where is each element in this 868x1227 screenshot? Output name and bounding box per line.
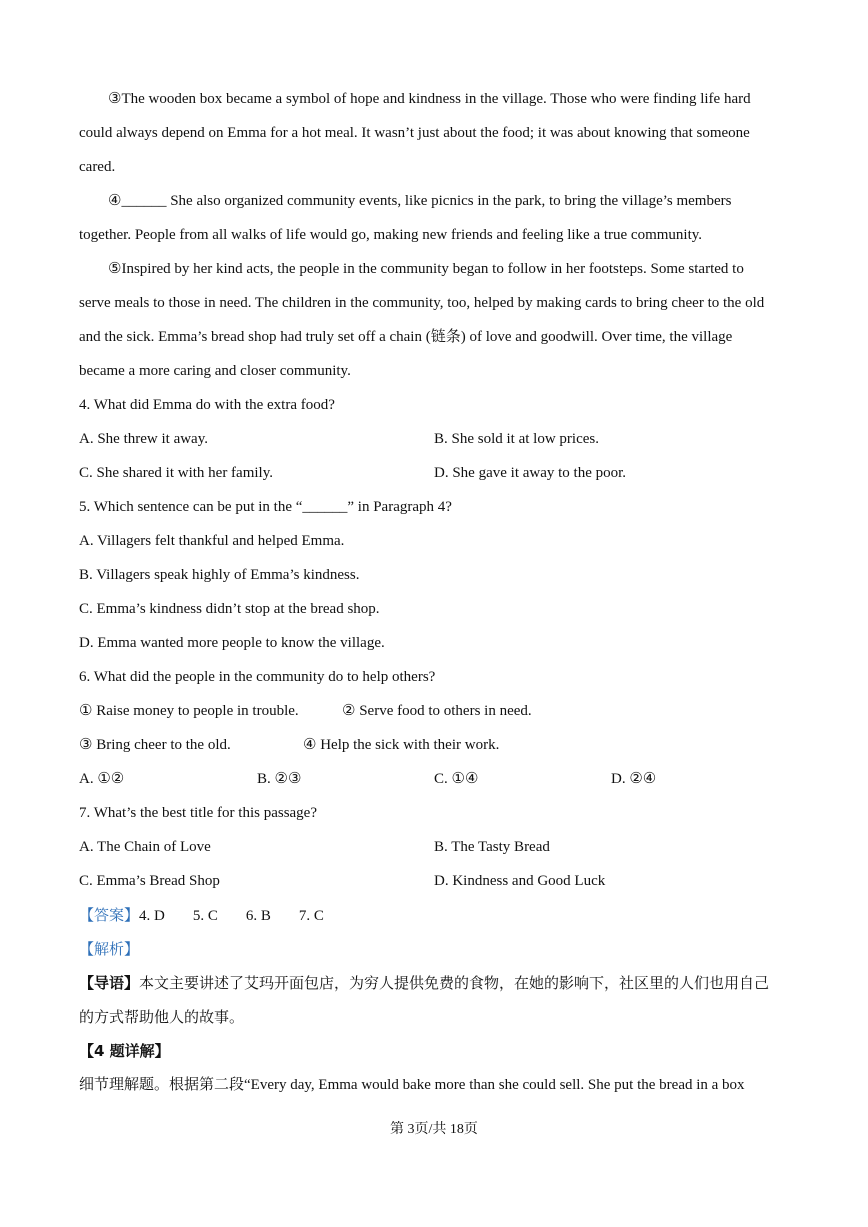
intro-line-1 [79, 973, 769, 993]
answer-6: 6. B [245, 908, 271, 924]
question-5-stem: 5. Which sentence can be put in the “______” in Paragraph 4? [79, 499, 452, 515]
question-6-item-2: ② Serve food to others in need. [342, 703, 532, 719]
question-6-option-c: C. ①④ [434, 771, 479, 787]
question-6-stem: 6. What did the people in the community do to help others? [79, 669, 436, 685]
question-6-item-4: ④ Help the sick with their work. [303, 737, 500, 753]
answer-7: 7. C [298, 908, 324, 924]
paragraph-3-line-2: could always depend on Emma for a hot meal. It wasn’t just about the food; it was about knowing that someone [79, 125, 750, 141]
paragraph-5-line-3: and the sick. Emma’s bread shop had truly set off a chain (链条) of love and goodwill. Over time, the village [79, 329, 733, 345]
question-4-option-a: A. She threw it away. [79, 431, 208, 447]
answer-line [79, 905, 324, 926]
paragraph-3-line-3: cared. [79, 159, 116, 175]
question-5-option-c: C. Emma’s kindness didn’t stop at the bread shop. [79, 601, 380, 617]
question-6-option-a: A. ①② [79, 771, 125, 787]
question-7-option-d: D. Kindness and Good Luck [434, 873, 606, 889]
analysis-tag: 【解析】 [79, 940, 140, 958]
question-5-option-b: B. Villagers speak highly of Emma’s kindness. [79, 567, 360, 583]
intro-tag: 【导语】 [79, 974, 140, 992]
answer-4: 4. D [139, 908, 165, 924]
paragraph-5-line-1: ⑤Inspired by her kind acts, the people in the community began to follow in her footsteps. Some started to [108, 261, 744, 277]
paragraph-3-line-1: ③The wooden box became a symbol of hope and kindness in the village. Those who were finding life hard [108, 91, 751, 107]
page-footer: 第 3页/共 18页 [390, 1122, 478, 1137]
intro-text-1: 本文主要讲述了艾玛开面包店，为穷人提供免费的食物，在她的影响下，社区里的人们也用自己 [139, 974, 770, 992]
paragraph-4-line-2: together. People from all walks of life would go, making new friends and feeling like a true community. [79, 227, 703, 243]
paragraph-4-line-1: ④______ She also organized community events, like picnics in the park, to bring the village’s members [108, 193, 732, 209]
q4-detail-line-1: 细节理解题。根据第二段“Every day, Emma would bake more than she could sell. She put the bread in a box [79, 1077, 745, 1093]
question-4-option-d: D. She gave it away to the poor. [434, 465, 627, 481]
paragraph-5-line-4: became a more caring and closer community. [79, 363, 351, 379]
question-4-option-b: B. She sold it at low prices. [434, 431, 599, 447]
question-7-option-a: A. The Chain of Love [79, 839, 211, 855]
answer-5: 5. C [192, 908, 218, 924]
answer-tag: 【答案】 [79, 906, 140, 924]
question-7-stem: 7. What’s the best title for this passage? [79, 805, 318, 821]
question-4-option-c: C. She shared it with her family. [79, 465, 273, 481]
intro-line-2: 的方式帮助他人的故事。 [79, 1008, 245, 1026]
question-6-item-1: ① Raise money to people in trouble. [79, 703, 299, 719]
question-7-option-b: B. The Tasty Bread [434, 839, 550, 855]
question-5-option-d: D. Emma wanted more people to know the village. [79, 635, 385, 651]
analysis-heading [79, 939, 139, 960]
q4-detail-heading [79, 1041, 170, 1062]
question-6-option-b: B. ②③ [257, 771, 302, 787]
question-6-item-3: ③ Bring cheer to the old. [79, 737, 231, 753]
q4-detail-tag: 【4 题详解】 [79, 1042, 170, 1060]
question-7-option-c: C. Emma’s Bread Shop [79, 873, 220, 889]
paragraph-5-line-2: serve meals to those in need. The children in the community, too, helped by making cards to bring cheer to the old [79, 295, 765, 311]
question-5-option-a: A. Villagers felt thankful and helped Emma. [79, 533, 345, 549]
question-6-option-d: D. ②④ [611, 771, 657, 787]
question-4-stem: 4. What did Emma do with the extra food? [79, 397, 335, 413]
